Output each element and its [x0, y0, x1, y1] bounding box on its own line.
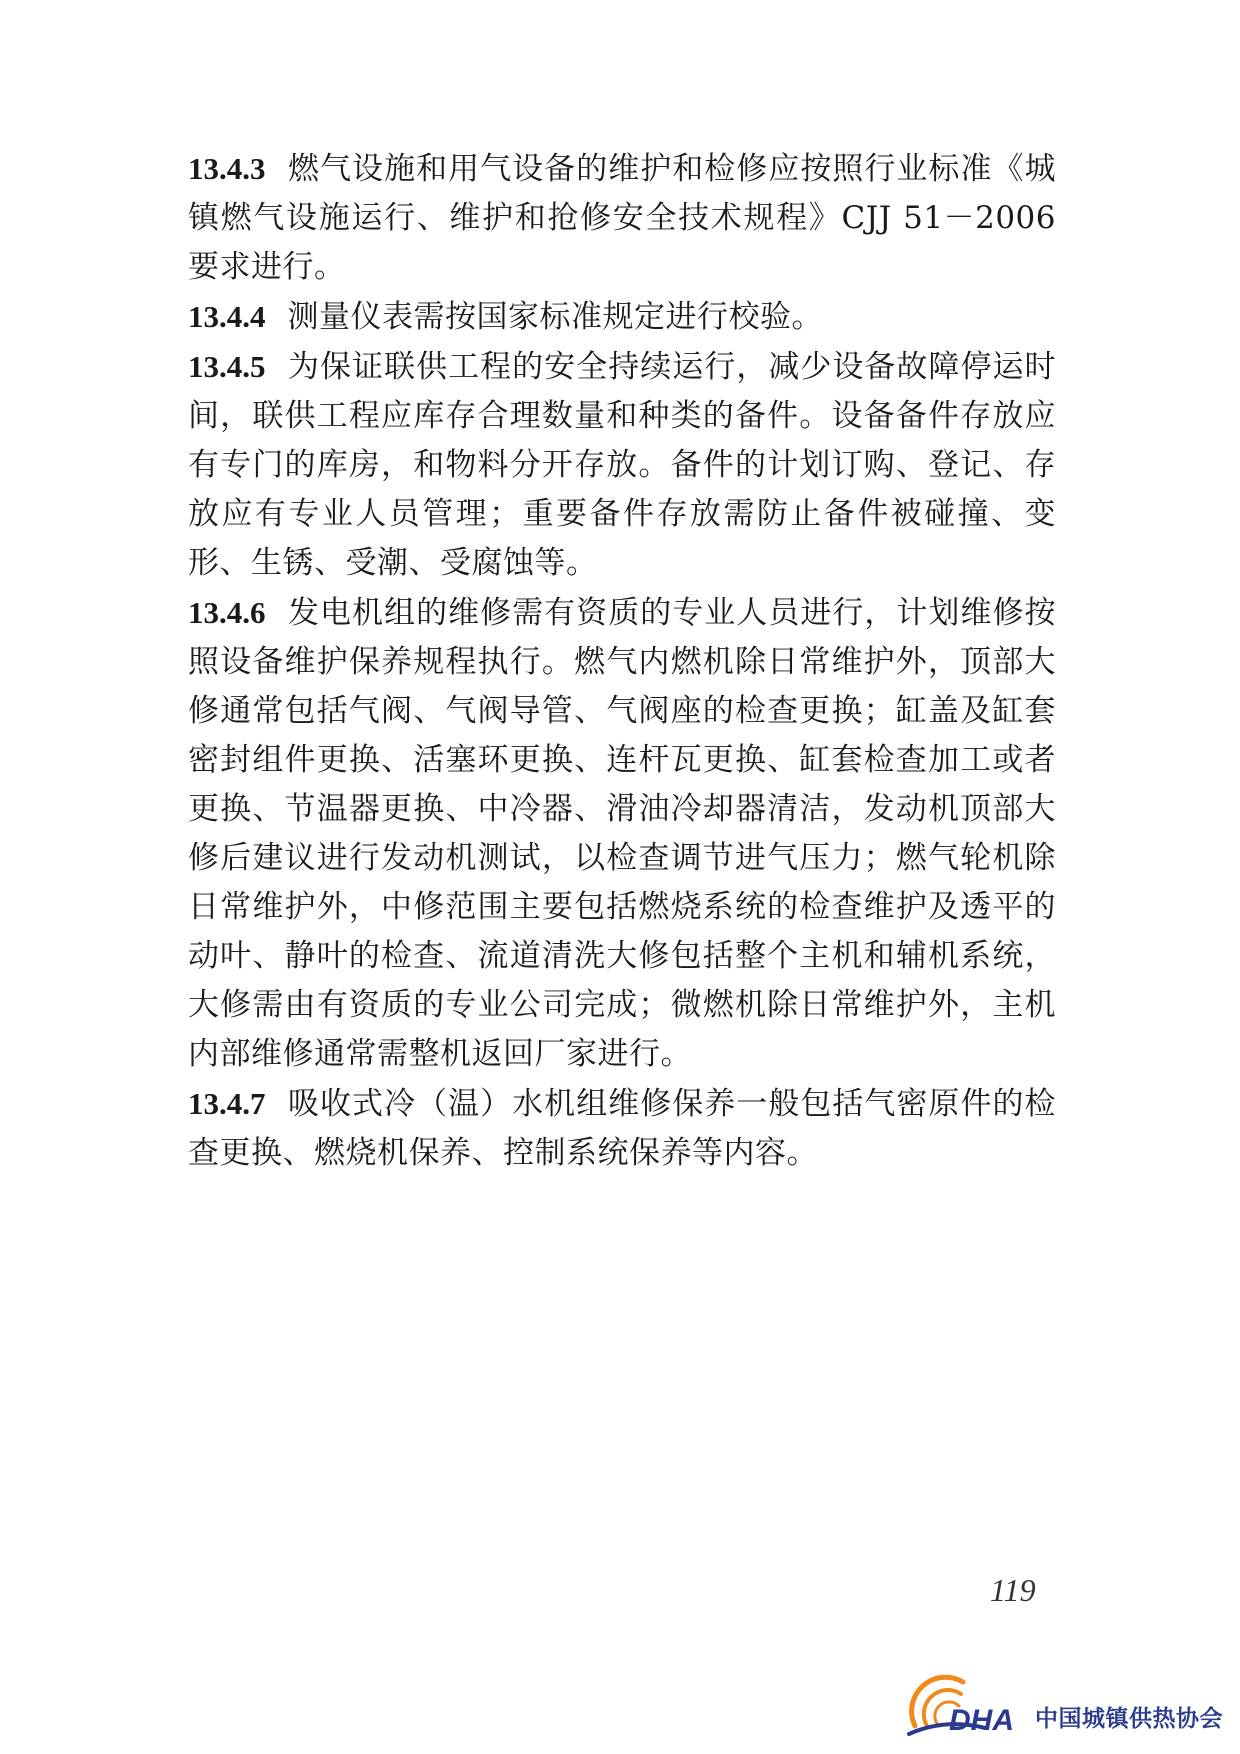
clause-number: 13.4.3 [188, 151, 266, 186]
footer-logo [905, 1668, 1223, 1738]
clause-13-4-4 [188, 292, 1056, 342]
clause-text: 吸收式冷（温）水机组维修保养一般包括气密原件的检查更换、燃烧机保养、控制系统保养等内容。 [188, 1086, 1056, 1171]
clause-number: 13.4.4 [188, 299, 266, 334]
clause-text: 测量仪表需按国家标准规定进行校验。 [287, 299, 823, 335]
clause-13-4-3 [188, 144, 1056, 292]
page-number: 119 [990, 1572, 1036, 1608]
document-body [188, 144, 1056, 1178]
clause-13-4-6 [188, 588, 1056, 1079]
logo-abbreviation: DHA [949, 1704, 1014, 1737]
clause-number: 13.4.7 [188, 1086, 266, 1121]
clause-text: 发电机组的维修需有资质的专业人员进行，计划维修按照设备维护保养规程执行。燃气内燃机除日常维护外，顶部大修通常包括气阀、气阀导管、气阀座的检查更换；缸盖及缸套密封组件更换、活塞环更换、连杆瓦更换、缸套检查加工或者更换、节温器更换、中冷器、滑油冷却器清洁，发动机顶部大修后建议进行发动机测试，以检查调节进气压力；燃气轮机除日常维护外，中修范围主要包括燃烧系统的检查维护及透平的动叶、静叶的检查、流道清洗大修包括整个主机和辅机系统，大修需由有资质的专业公司完成；微燃机除日常维护外，主机内部维修通常需整机返回厂家进行。 [188, 595, 1056, 1072]
clause-13-4-7 [188, 1079, 1056, 1178]
clause-number: 13.4.6 [188, 595, 266, 630]
chda-logo-icon [905, 1668, 1035, 1738]
clause-text: 燃气设施和用气设备的维护和检修应按照行业标准《城镇燃气设施运行、维护和抢修安全技术规程》CJJ 51－2006要求进行。 [188, 151, 1056, 285]
clause-number: 13.4.5 [188, 349, 266, 384]
clause-text: 为保证联供工程的安全持续运行，减少设备故障停运时间，联供工程应库存合理数量和种类的备件。设备备件存放应有专门的库房，和物料分开存放。备件的计划订购、登记、存放应有专业人员管理；重要备件存放需防止备件被碰撞、变形、生锈、受潮、受腐蚀等。 [188, 349, 1056, 581]
clause-13-4-5 [188, 342, 1056, 588]
organization-name: 中国城镇供热协会 [1035, 1706, 1223, 1732]
